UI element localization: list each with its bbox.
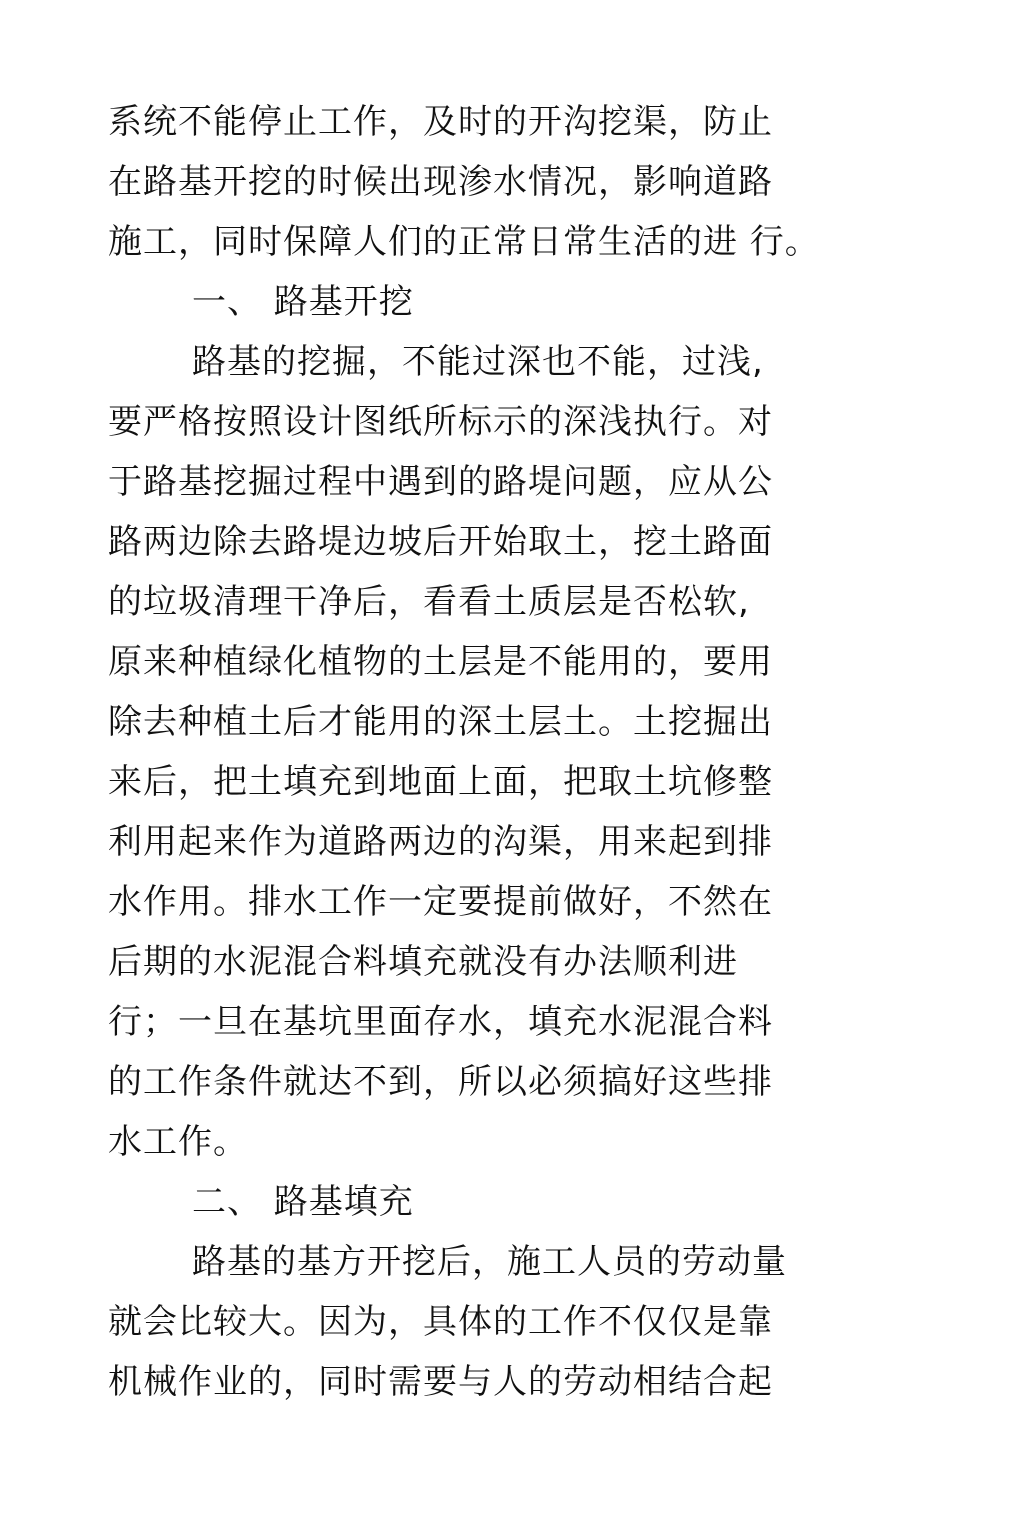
section-heading-2: 二、 路基填充	[192, 1182, 414, 1222]
text-line: 的工作条件就达不到，所以必须搞好这些排	[108, 1062, 773, 1102]
text-line: 就会比较大。因为，具体的工作不仅仅是靠	[108, 1302, 773, 1342]
text-line: 要严格按照设计图纸所标示的深浅执行。对	[108, 402, 773, 442]
body-text	[108, 92, 888, 1412]
text-line: 于路基挖掘过程中遇到的路堤问题，应从公	[108, 462, 773, 502]
text-line: 除去种植土后才能用的深土层土。土挖掘出	[108, 702, 773, 742]
text-line: 路两边除去路堤边坡后开始取土，挖土路面	[108, 522, 773, 562]
text-line: 行；一旦在基坑里面存水，填充水泥混合料	[108, 1002, 773, 1042]
text-line: 机械作业的，同时需要与人的劳动相结合起	[108, 1362, 773, 1402]
section-heading-1: 一、 路基开挖	[192, 282, 414, 322]
text-line: 后期的水泥混合料填充就没有办法顺利进	[108, 942, 738, 982]
text-line: 原来种植绿化植物的土层是不能用的，要用	[108, 642, 773, 682]
text-line: 利用起来作为道路两边的沟渠，用来起到排	[108, 822, 773, 862]
text-line: 水作用。排水工作一定要提前做好，不然在	[108, 882, 773, 922]
paragraph-start: 路基的基方开挖后，施工人员的劳动量	[192, 1242, 787, 1282]
text-line: 施工，同时保障人们的正常日常生活的进 行。	[108, 222, 820, 262]
text-line: 来后，把土填充到地面上面，把取土坑修整	[108, 762, 773, 802]
text-line: 的垃圾清理干净后，看看土质层是否松软,	[108, 582, 750, 622]
text-line: 在路基开挖的时候出现渗水情况，影响道路	[108, 162, 773, 202]
text-line: 系统不能停止工作，及时的开沟挖渠，防止	[108, 102, 773, 142]
paragraph-start: 路基的挖掘，不能过深也不能，过浅,	[192, 342, 764, 382]
text-line: 水工作。	[108, 1122, 248, 1162]
